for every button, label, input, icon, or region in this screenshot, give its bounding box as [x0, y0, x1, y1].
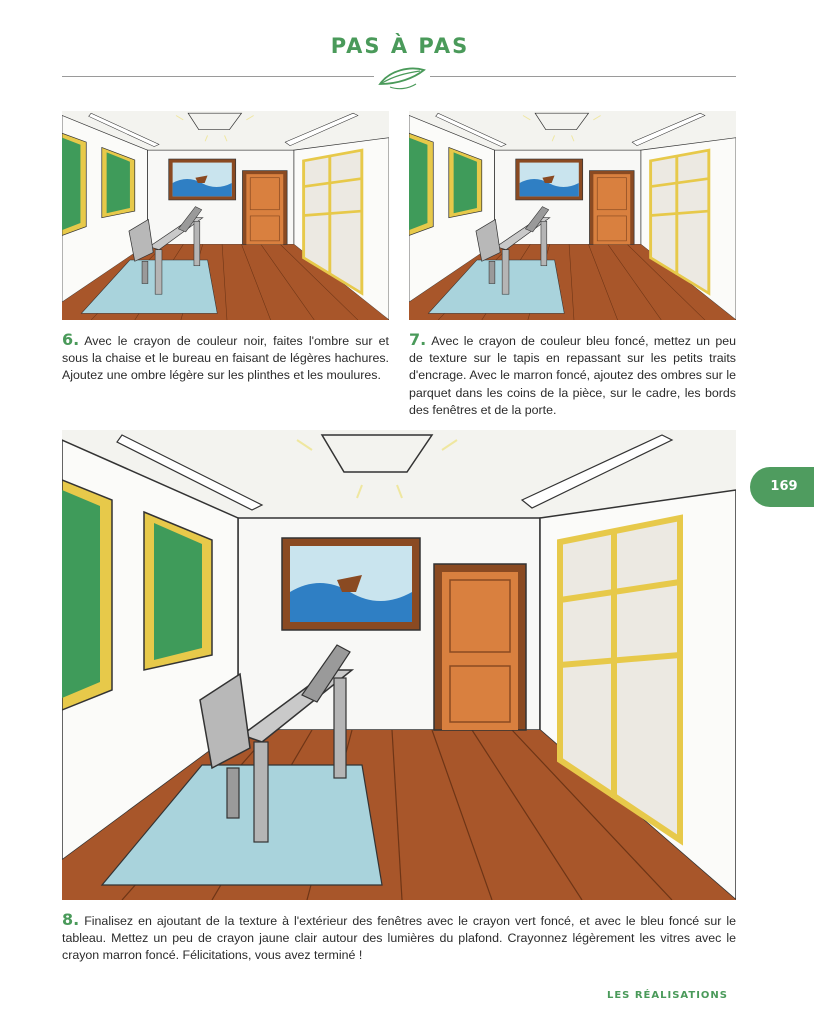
step-6-text [62, 331, 389, 385]
footer-section-title: LES RÉALISATIONS [606, 990, 728, 1001]
step-7-text [409, 331, 736, 419]
illustration-step-7 [409, 111, 736, 320]
page-number-tab: 169 [750, 467, 814, 507]
step-number: 8. [62, 910, 80, 929]
step-8-text [62, 911, 736, 965]
header-rule-left [62, 76, 374, 77]
page-title: PAS À PAS [330, 34, 470, 58]
step-body: Avec le crayon de couleur bleu foncé, mettez un peu de texture sur le tapis en repassant sur les petits traits d'encrage. Avec le marron foncé, ajoutez des ombres sur le parquet dans les coins de la pièce, sur le cadre, les bords des fenêtres et de la porte. [409, 334, 736, 417]
step-body: Finalisez en ajoutant de la texture à l'extérieur des fenêtres avec le crayon vert foncé, et avec le bleu foncé sur le tableau. Mettez un peu de crayon jaune clair autour des lumières du plafond. Crayonnez légèrement les vitres avec le crayon marron foncé. Félicitations, vous avez terminé ! [62, 914, 736, 963]
leaf-ornament-icon [376, 62, 428, 92]
step-body: Avec le crayon de couleur noir, faites l'ombre sur et sous la chaise et le bureau en faisant de légères hachures. Ajoutez une ombre légère sur les plinthes et les moulures. [62, 334, 389, 383]
header-rule-right [430, 76, 736, 77]
step-number: 7. [409, 330, 427, 349]
illustration-step-6 [62, 111, 389, 320]
illustration-step-8 [62, 430, 736, 900]
step-number: 6. [62, 330, 80, 349]
